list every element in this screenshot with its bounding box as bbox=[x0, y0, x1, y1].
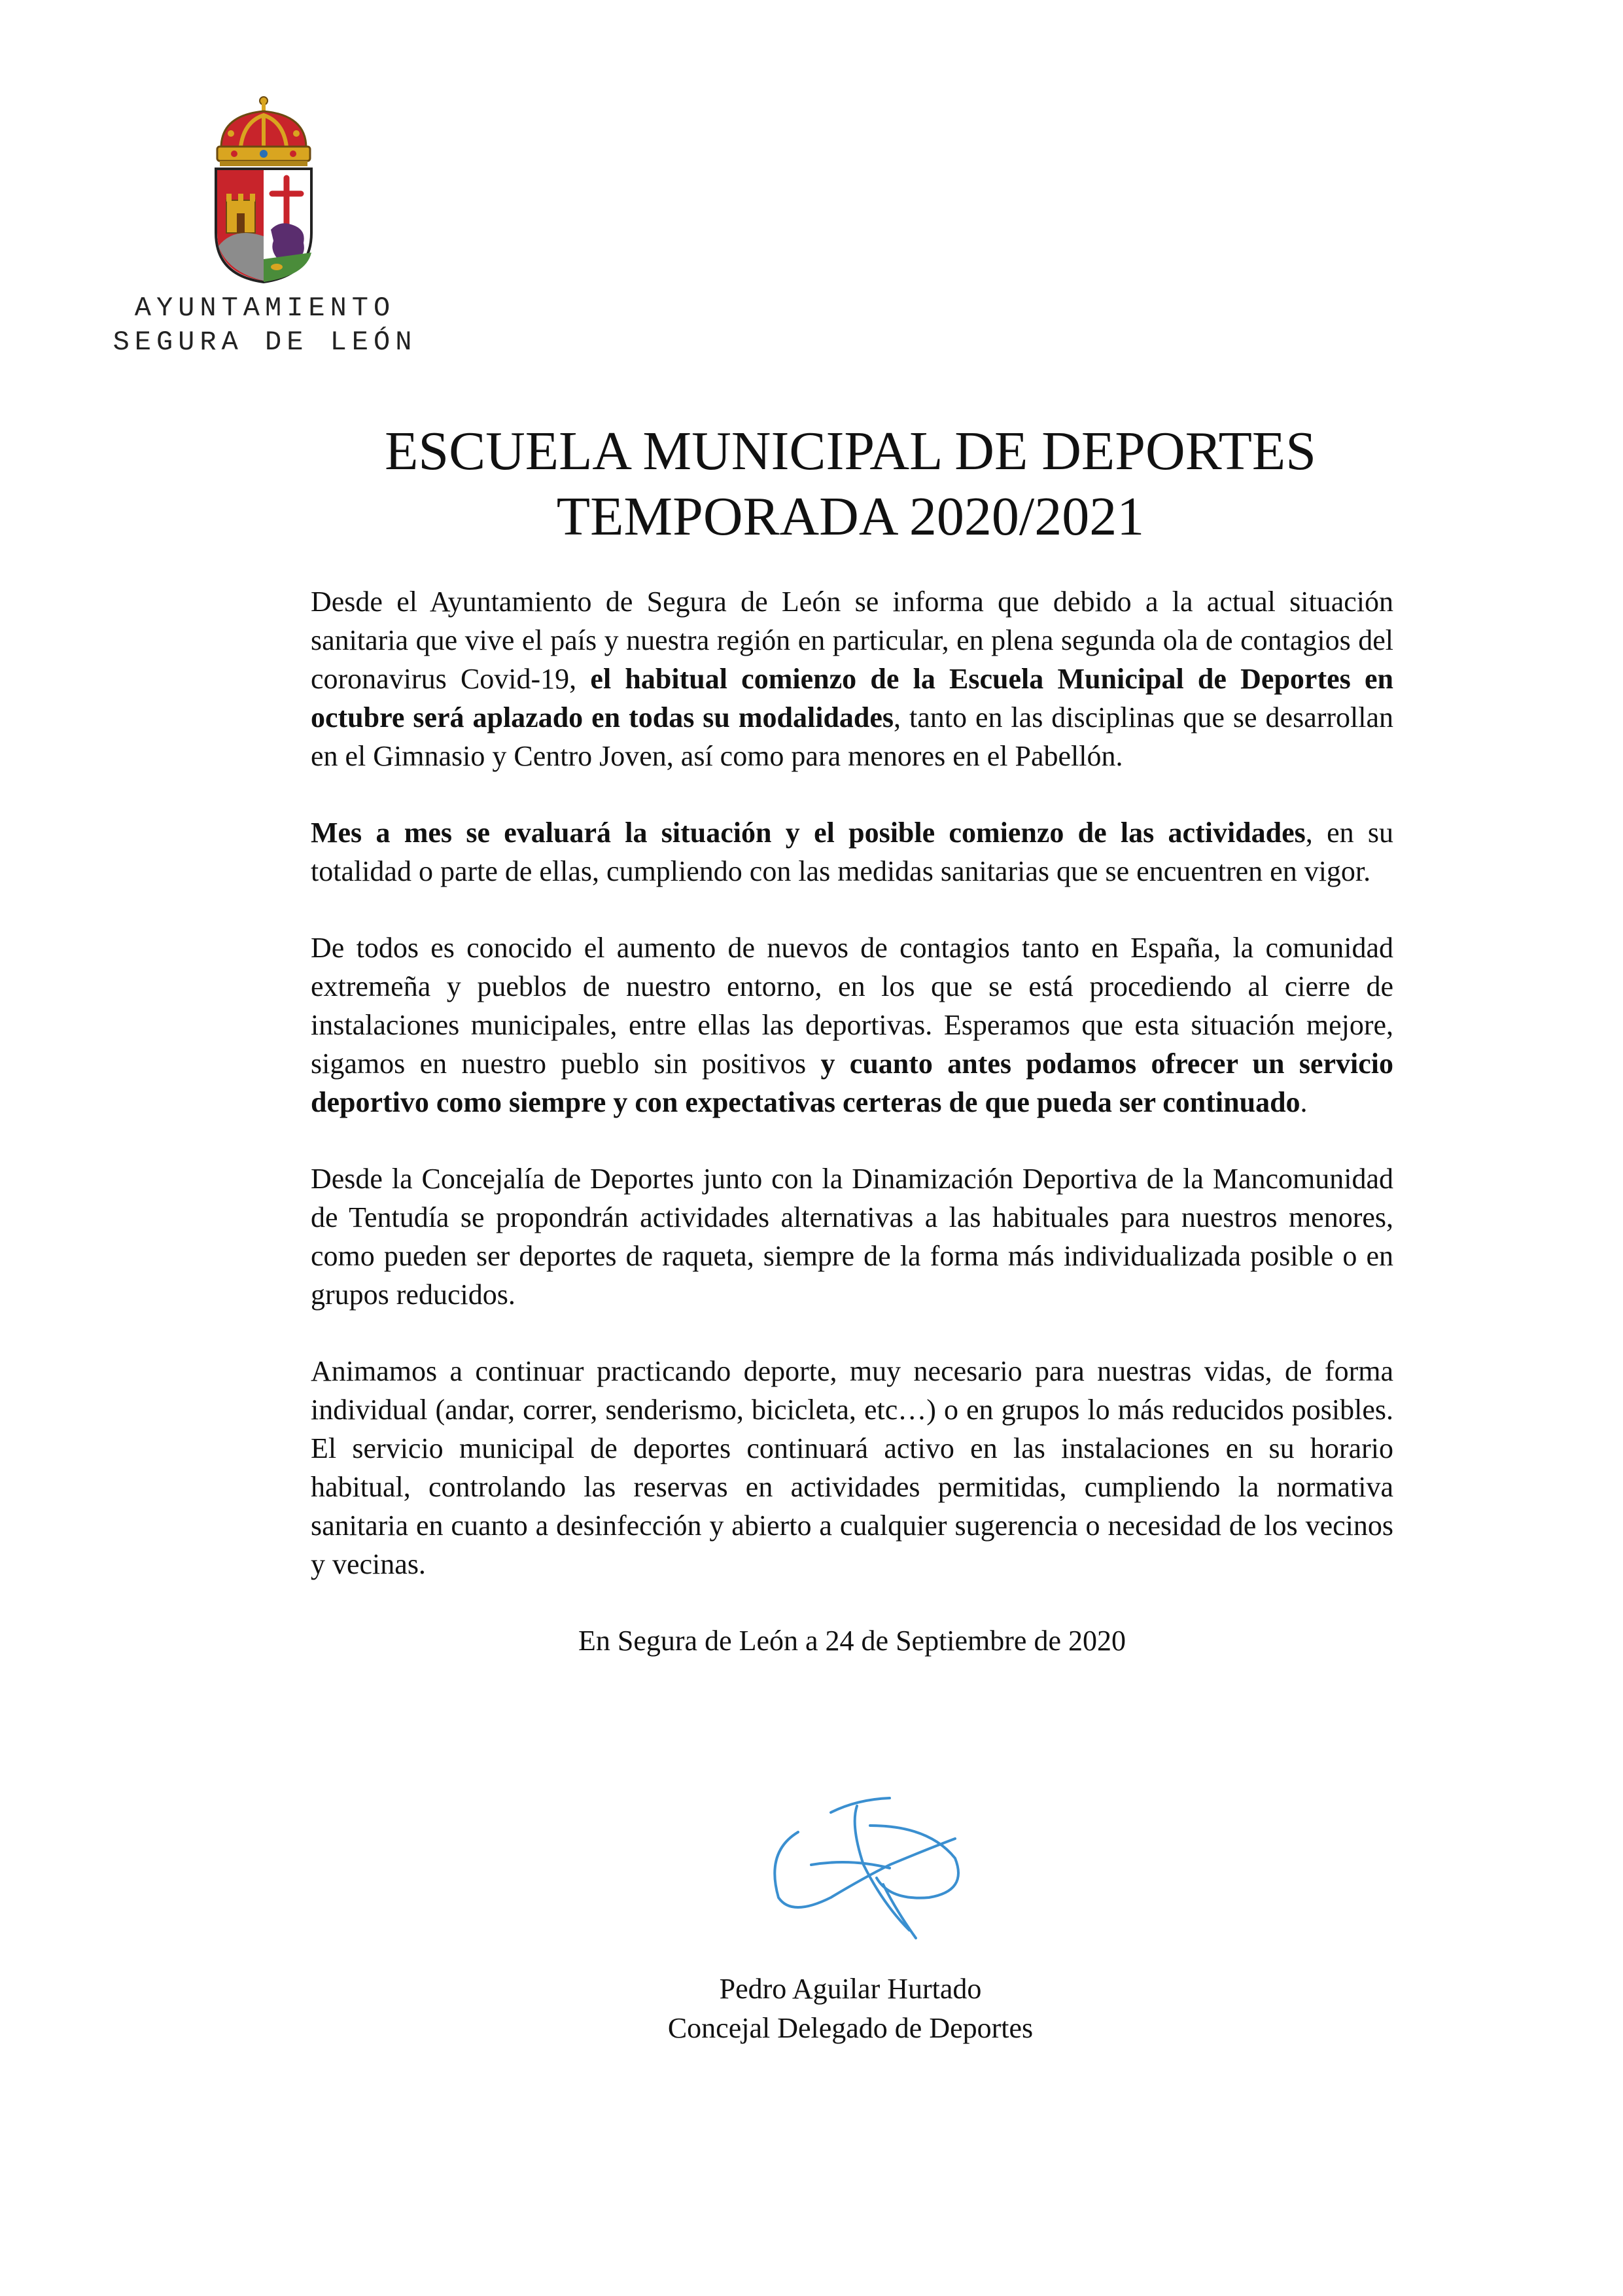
paragraph-1-text-b: , tanto en las disciplinas que se desarrollan en el Gimnasio y Centro Joven, así como para menores en el Pabellón. bbox=[311, 701, 1394, 772]
paragraph-2-bold: Mes a mes se evaluará la situación y el posible comienzo de las actividades bbox=[311, 817, 1306, 849]
paragraph-1-text-a: Desde el Ayuntamiento de Segura de León se informa que debido a la actual situación sanitaria que vive el país y nuestra región en particular, en plena segunda ola de contagios del coronavirus Covid-19, bbox=[311, 586, 1393, 695]
signer-name: Pedro Aguilar Hurtado bbox=[719, 1973, 982, 2005]
paragraph-3-text-b: . bbox=[1300, 1086, 1308, 1118]
paragraph-3-bold: y cuanto antes podamos ofrecer un servicio deportivo como siempre y con expectativas certeras de que pueda ser continuado bbox=[311, 1048, 1393, 1118]
signer-role: Concejal Delegado de Deportes bbox=[667, 2012, 1034, 2044]
paragraph-4: Desde la Concejalía de Deportes junto con la Dinamización Deportiva de la Mancomunidad de Tentudía se propondrán actividades alternativas a las habituales para nuestros menores, como pueden ser deportes de raqueta, siempre de la forma más individualizada posible o en grupos reducidos. bbox=[311, 1163, 1393, 1311]
place-and-date: En Segura de León a 24 de Septiembre de 2020 bbox=[578, 1625, 1126, 1657]
paragraph-3 bbox=[311, 928, 1393, 1122]
coat-of-arms-logo bbox=[208, 96, 319, 285]
handwritten-signature bbox=[759, 1786, 975, 1943]
paragraph-1-bold: el habitual comienzo de la Escuela Municipal de Deportes en octubre será aplazado en todas su modalidades bbox=[311, 663, 1394, 733]
signer-block bbox=[589, 1969, 1112, 2048]
org-line-2: SEGURA DE LEÓN bbox=[113, 327, 417, 358]
organization-name bbox=[98, 291, 432, 359]
paragraph-3-text-a: De todos es conocido el aumento de nuevos de contagios tanto en España, la comunidad extremeña y pueblos de nuestro entorno, en los que se está procediendo al cierre de instalaciones municipales, entre ellas las deportivas. Esperamos que esta situación mejore, sigamos en nuestro pueblo sin positivos bbox=[311, 932, 1393, 1080]
title-line-1: ESCUELA MUNICIPAL DE DEPORTES bbox=[385, 421, 1316, 482]
coat-of-arms-icon bbox=[208, 96, 319, 285]
paragraph-5: Animamos a continuar practicando deporte, muy necesario para nuestras vidas, de forma individual (andar, correr, senderismo, bicicleta, etc…) o en grupos lo más reducidos posibles. El servicio municipal de deportes continuará activo en las instalaciones en su horario habitual, controlando las reservas en actividades permitidas, cumpliendo la normativa sanitaria en cuanto a desinfección y abierto a cualquier sugerencia o necesidad de los vecinos y vecinas. bbox=[311, 1355, 1393, 1580]
paragraph-2 bbox=[311, 813, 1393, 891]
paragraph-1 bbox=[311, 582, 1393, 775]
title-line-2: TEMPORADA 2020/2021 bbox=[556, 486, 1145, 547]
paragraph-2-text: , en su totalidad o parte de ellas, cumpliendo con las medidas sanitarias que se encuentren en vigor. bbox=[311, 817, 1393, 887]
crown-icon bbox=[217, 97, 310, 166]
document-title bbox=[307, 419, 1393, 550]
org-line-1: AYUNTAMIENTO bbox=[134, 292, 396, 324]
signature-icon bbox=[759, 1786, 975, 1943]
document-body bbox=[311, 582, 1393, 1660]
shield-icon bbox=[216, 169, 311, 282]
